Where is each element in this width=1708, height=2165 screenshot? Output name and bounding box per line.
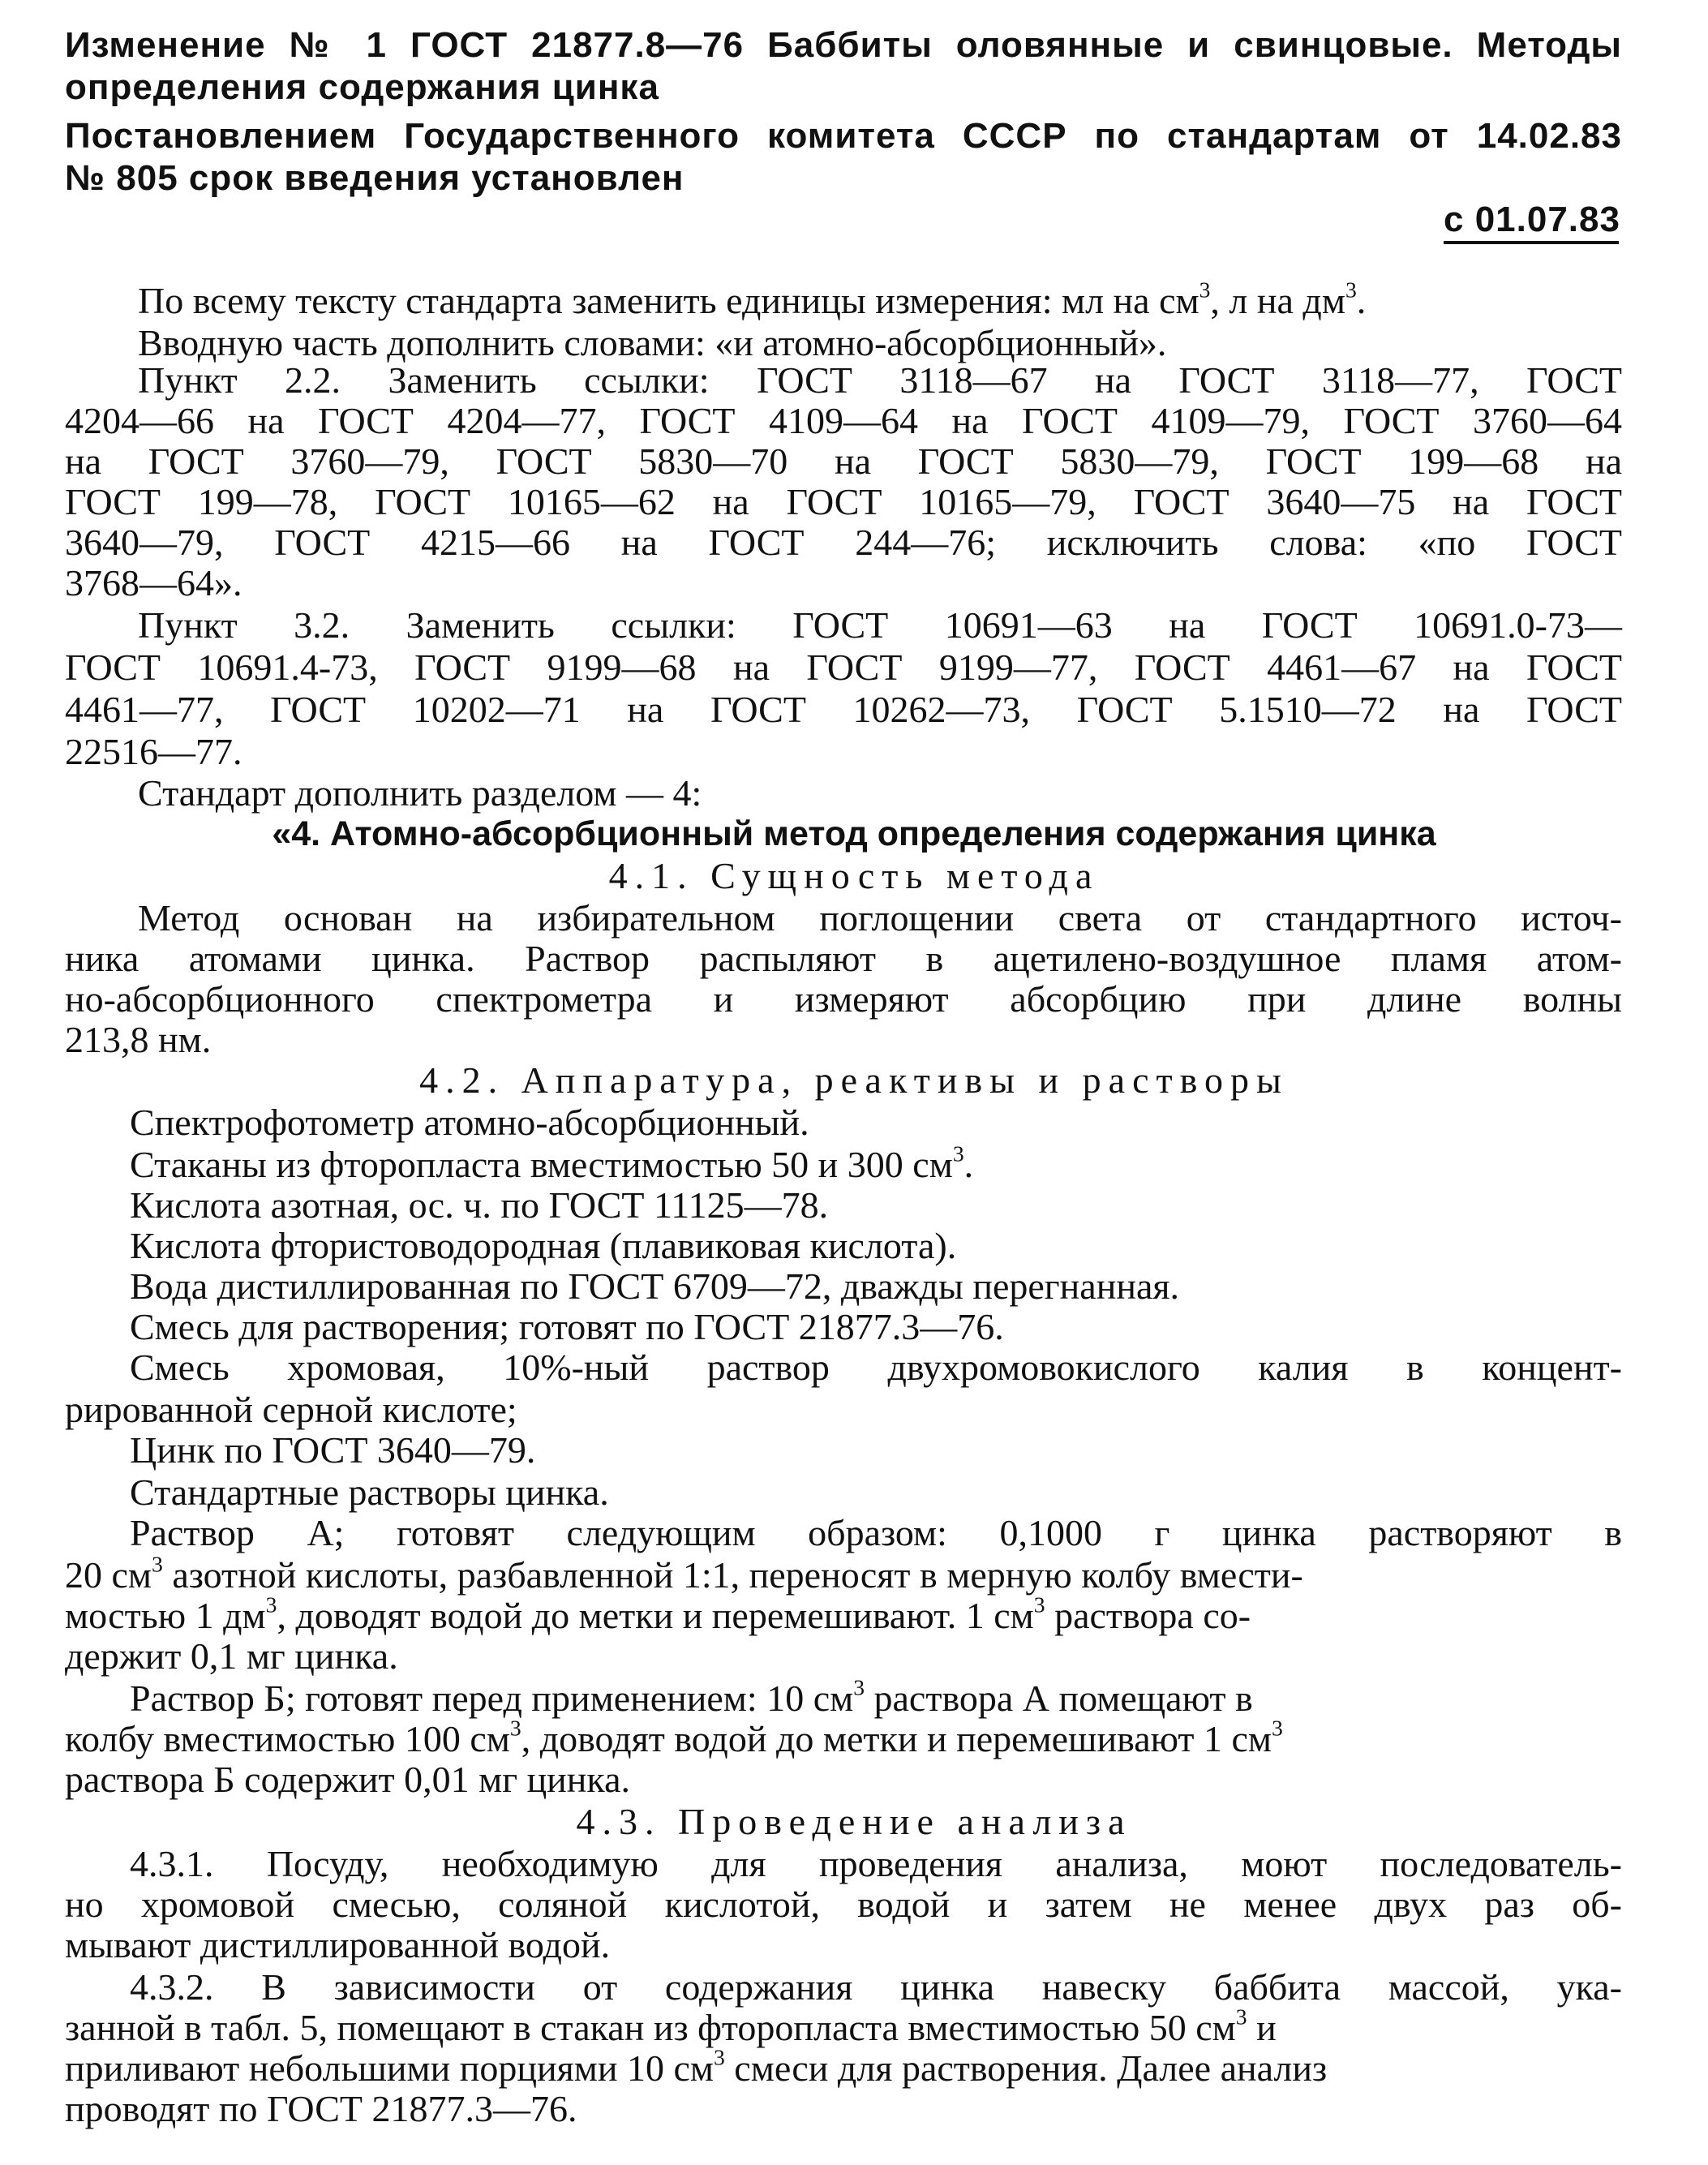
point-3-2-line: ГОСТ 10691.4-73, ГОСТ 9199—68 на ГОСТ 9199—77, ГОСТ 4461—67 на ГОСТ (65, 646, 1622, 688)
section-4-3-heading: 4.3. Проведение анализа (576, 1801, 1132, 1842)
date-underline (1444, 241, 1619, 244)
analysis-text-line: 4.3.1. Посуду, необходимую для проведения анализа, моют последователь- (130, 1843, 1622, 1884)
header-decree-cont: № 805 срок введения установлен (65, 158, 684, 198)
reagent-item-cont: рированной серной кислоте; (65, 1389, 517, 1430)
reagent-item: Стандартные растворы цинка. (130, 1471, 609, 1513)
apparatus-item: Стаканы из фторопласта вместимостью 50 и 300 $см^3$. (130, 1140, 974, 1185)
section-4-2-heading: 4.2. Аппаратура, реактивы и растворы (419, 1059, 1289, 1101)
section-4-title: «4. Атомно-абсорбционный метод определения содержания цинка (272, 814, 1436, 853)
reagent-item: Кислота азотная, ос. ч. по ГОСТ 11125—78. (130, 1184, 829, 1226)
solution-b-line: раствора Б содержит 0,01 мг цинка. (65, 1759, 630, 1800)
point-2-2-line: 4204—66 на ГОСТ 4204—77, ГОСТ 4109—64 на ГОСТ 4109—79, ГОСТ 3760—64 (65, 400, 1622, 441)
solution-a-line: мостью 1 $дм^3$, доводят водой до метки и перемешивают. 1 $см^3$ раствора со- (65, 1592, 1251, 1636)
point-2-2-line: 3640—79, ГОСТ 4215—66 на ГОСТ 244—76; исключить слова: «по ГОСТ (65, 522, 1622, 563)
method-text-line: но-абсорбционного спектрометра и измеряют абсорбцию при длине волны (65, 978, 1622, 1020)
method-text-line: 213,8 нм. (65, 1019, 212, 1060)
analysis-text-line: приливают небольшими порциями 10 $см^3$ смеси для растворения. Далее анализ (65, 2044, 1328, 2089)
intro-addition: Вводную часть дополнить словами: «и атомно-абсорбционный». (138, 322, 1167, 363)
method-text-line: ника атомами цинка. Раствор распыляют в ацетилено-воздушное пламя атом- (65, 938, 1622, 979)
add-section-note: Стандарт дополнить разделом — 4: (138, 772, 702, 814)
analysis-text-line: но хромовой смесью, соляной кислотой, водой и затем не менее двух раз об- (65, 1884, 1622, 1925)
point-3-2-line: Пункт 3.2. Заменить ссылки: ГОСТ 10691—63 на ГОСТ 10691.0-73— (138, 604, 1622, 646)
solution-a-line: 20 $см^3$ азотной кислоты, разбавленной 1:1, переносят в мерную колбу вмести- (65, 1551, 1303, 1596)
method-text-line: Метод основан на избирательном поглощении света от стандартного источ- (138, 897, 1622, 939)
point-3-2-line: 22516—77. (65, 731, 242, 772)
point-3-2-line: 4461—77, ГОСТ 10202—71 на ГОСТ 10262—73, ГОСТ 5.1510—72 на ГОСТ (65, 689, 1622, 730)
solution-b-line: Раствор Б; готовят перед применением: 10 $см^3$ раствора А помещают в (130, 1674, 1253, 1719)
effective-date: с 01.07.83 (1444, 200, 1620, 239)
apparatus-item: Спектрофотометр атомно-абсорбционный. (130, 1102, 809, 1143)
analysis-text-line: 4.3.2. В зависимости от содержания цинка навеску баббита массой, ука- (130, 1966, 1622, 2008)
solution-a-line: Раствор А; готовят следующим образом: 0,1000 г цинка растворяют в (130, 1512, 1622, 1553)
header-title-cont: определения содержания цинка (65, 67, 659, 107)
point-2-2-line: 3768—64». (65, 562, 242, 604)
analysis-text-line: мывают дистиллированной водой. (65, 1924, 611, 1965)
solution-b-line: колбу вместимостью 100 $см^3$, доводят водой до метки и перемешивают 1 $см^3$ (65, 1715, 1283, 1759)
header-title: Изменение № 1 ГОСТ 21877.8—76 Баббиты оловянные и свинцовые. Методы (65, 25, 1622, 65)
point-2-2-line: ГОСТ 199—78, ГОСТ 10165—62 на ГОСТ 10165—79, ГОСТ 3640—75 на ГОСТ (65, 481, 1622, 522)
reagent-item: Цинк по ГОСТ 3640—79. (130, 1429, 536, 1471)
analysis-text-line: проводят по ГОСТ 21877.3—76. (65, 2088, 577, 2129)
units-replacement: По всему тексту стандарта заменить единицы измерения: мл на $см^3$, л на $дм^3$. (138, 277, 1367, 321)
analysis-text-line: занной в табл. 5, помещают в стакан из фторопласта вместимостью 50 $см^3$ и (65, 2004, 1277, 2048)
reagent-item: Смесь для растворения; готовят по ГОСТ 21877.3—76. (130, 1306, 1004, 1347)
reagent-item: Кислота фтористоводородная (плавиковая кислота). (130, 1225, 957, 1266)
header-decree: Постановлением Государственного комитета СССР по стандартам от 14.02.83 (65, 116, 1622, 156)
point-2-2-line: Пункт 2.2. Заменить ссылки: ГОСТ 3118—67 на ГОСТ 3118—77, ГОСТ (138, 359, 1622, 401)
reagent-item: Смесь хромовая, 10%-ный раствор двухромовокислого калия в концент- (130, 1347, 1622, 1388)
section-4-1-heading: 4.1. Сущность метода (608, 855, 1100, 896)
solution-a-line: держит 0,1 мг цинка. (65, 1635, 398, 1677)
point-2-2-line: на ГОСТ 3760—79, ГОСТ 5830—70 на ГОСТ 5830—79, ГОСТ 199—68 на (65, 440, 1622, 482)
reagent-item: Вода дистиллированная по ГОСТ 6709—72, дважды перегнанная. (130, 1265, 1180, 1307)
